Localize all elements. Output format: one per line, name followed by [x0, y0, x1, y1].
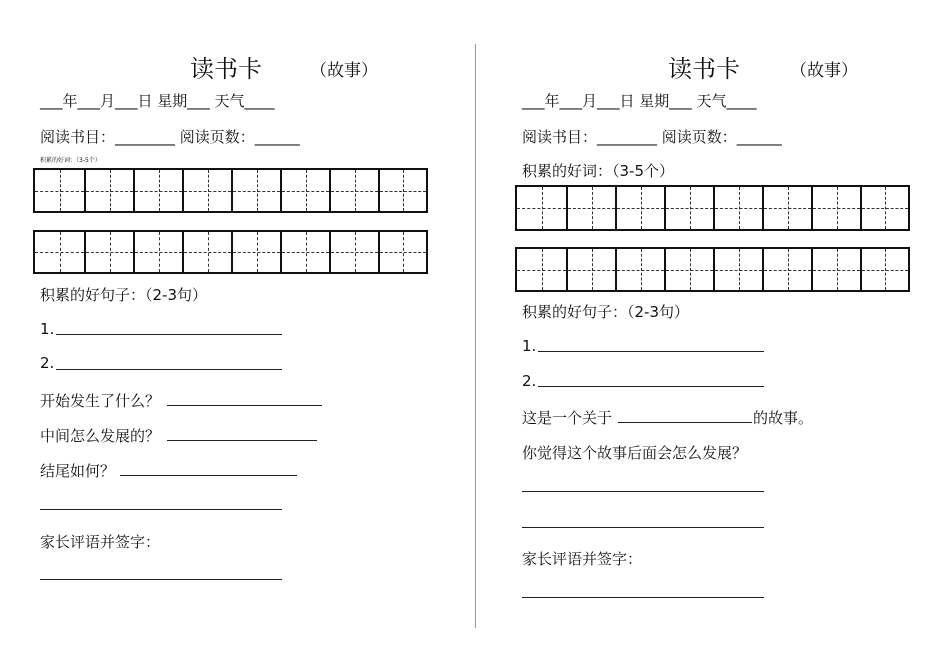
grid-cell	[713, 249, 762, 290]
left-word-grid-1	[33, 168, 428, 213]
grid-cell	[329, 170, 378, 211]
left-ending-line	[120, 475, 297, 476]
left-words-label: 积累的好词：（3-5个）	[40, 157, 101, 164]
left-parent-label: 家长评语并签字：	[40, 533, 161, 551]
right-about-suffix: 的故事。	[753, 409, 814, 427]
left-sentence-1-label: 1.	[40, 320, 55, 338]
right-date-line: ___年___月___日 星期___ 天气____	[522, 92, 757, 110]
right-predict-line-1	[522, 491, 764, 492]
right-parent-label: 家长评语并签字：	[522, 550, 643, 568]
grid-cell	[664, 187, 713, 229]
left-blank-line	[40, 509, 282, 510]
grid-cell	[280, 170, 329, 211]
left-reading-line: 阅读书目：________ 阅读页数：______	[40, 128, 300, 146]
left-sentences-label: 积累的好句子：（2-3句）	[40, 286, 208, 304]
right-about-prefix: 这是一个关于	[522, 409, 613, 427]
grid-cell	[762, 249, 811, 290]
left-card-title: 读书卡	[190, 55, 262, 83]
grid-cell	[378, 170, 426, 211]
right-sentence-2-line	[538, 386, 764, 387]
right-predict-line-2	[522, 527, 764, 528]
grid-cell	[811, 187, 860, 229]
right-words-label: 积累的好词：（3-5个）	[522, 162, 675, 180]
grid-cell	[566, 187, 615, 229]
right-signature-line	[522, 597, 764, 598]
grid-cell	[860, 187, 908, 229]
grid-cell	[329, 232, 378, 272]
left-beginning-line	[167, 405, 322, 406]
right-sentence-1-line	[538, 351, 764, 352]
left-card-subtitle: （故事）	[310, 61, 378, 81]
grid-cell	[517, 187, 566, 229]
grid-cell	[664, 249, 713, 290]
left-sentence-1-line	[56, 334, 282, 335]
left-middle-line	[167, 440, 317, 441]
left-signature-line	[40, 579, 282, 580]
right-predict-question: 你觉得这个故事后面会怎么发展？	[522, 444, 748, 462]
right-sentence-2-label: 2.	[522, 372, 537, 390]
grid-cell	[566, 249, 615, 290]
grid-cell	[762, 187, 811, 229]
right-sentences-label: 积累的好句子：（2-3句）	[522, 303, 690, 321]
grid-cell	[713, 187, 762, 229]
grid-cell	[133, 170, 182, 211]
page-divider	[475, 44, 476, 628]
grid-cell	[280, 232, 329, 272]
right-reading-line: 阅读书目：________ 阅读页数：______	[522, 128, 782, 146]
grid-cell	[35, 170, 84, 211]
left-sentence-2-label: 2.	[40, 354, 55, 372]
right-about-line	[618, 422, 752, 423]
right-card-subtitle: （故事）	[790, 61, 858, 81]
grid-cell	[811, 249, 860, 290]
grid-cell	[517, 249, 566, 290]
grid-cell	[35, 232, 84, 272]
grid-cell	[860, 249, 908, 290]
right-word-grid-2	[515, 247, 910, 292]
grid-cell	[84, 170, 133, 211]
grid-cell	[615, 187, 664, 229]
right-sentence-1-label: 1.	[522, 337, 537, 355]
grid-cell	[615, 249, 664, 290]
grid-cell	[231, 232, 280, 272]
left-question-ending: 结尾如何？	[40, 462, 116, 480]
left-word-grid-2	[33, 230, 428, 274]
grid-cell	[378, 232, 426, 272]
grid-cell	[182, 170, 231, 211]
right-word-grid-1	[515, 185, 910, 231]
right-card-title: 读书卡	[668, 55, 740, 83]
left-question-beginning: 开始发生了什么？	[40, 392, 161, 410]
left-question-middle: 中间怎么发展的？	[40, 427, 161, 445]
grid-cell	[133, 232, 182, 272]
left-date-line: ___年___月___日 星期___ 天气____	[40, 92, 275, 110]
grid-cell	[182, 232, 231, 272]
grid-cell	[84, 232, 133, 272]
left-sentence-2-line	[56, 369, 282, 370]
grid-cell	[231, 170, 280, 211]
